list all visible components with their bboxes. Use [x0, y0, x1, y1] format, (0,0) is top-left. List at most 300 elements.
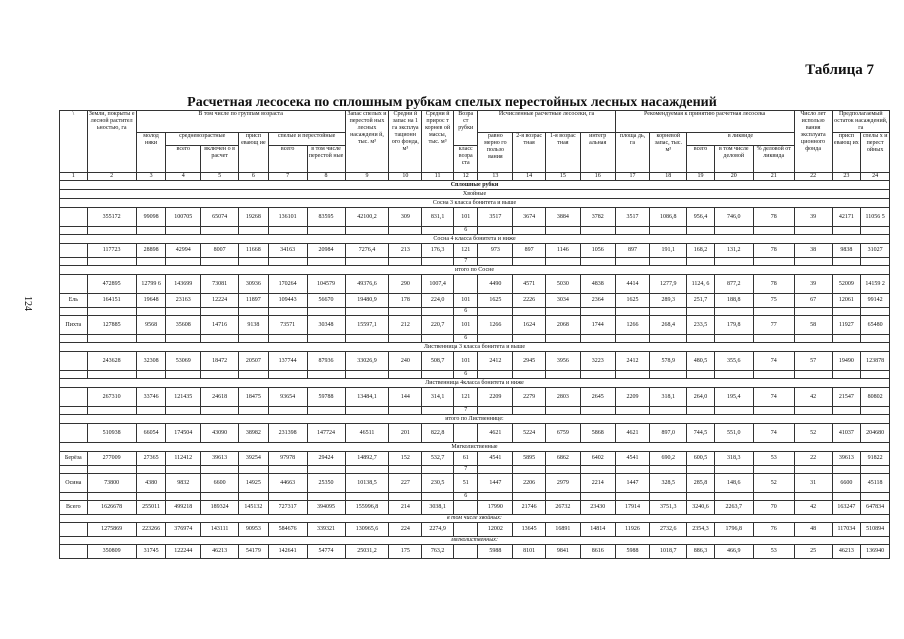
- age-class-cell: 6: [453, 227, 478, 235]
- table-cell: 39613: [832, 452, 861, 466]
- table-cell: 3034: [546, 294, 581, 308]
- age-class-cell: 6: [453, 493, 478, 501]
- header-cell: присп евающ их: [832, 133, 861, 173]
- empty-cell: [389, 466, 422, 474]
- empty-cell: [753, 227, 794, 235]
- row-label: [60, 424, 88, 443]
- table-cell: 38: [794, 244, 832, 258]
- section-row: [60, 443, 890, 452]
- empty-cell: [794, 371, 832, 379]
- column-number: 2: [87, 173, 136, 181]
- table-cell: 690,2: [650, 452, 687, 466]
- age-class-row: [60, 258, 890, 266]
- table-cell: 155996,8: [345, 501, 389, 515]
- table-cell: 14925: [239, 474, 269, 493]
- table-cell: 1277,9: [650, 275, 687, 294]
- empty-cell: [60, 407, 88, 415]
- table-cell: [453, 545, 478, 559]
- empty-cell: [268, 308, 307, 316]
- empty-cell: [87, 258, 136, 266]
- header-cell: % деловой от ликвида: [753, 146, 794, 173]
- empty-cell: [513, 335, 546, 343]
- empty-cell: [513, 258, 546, 266]
- age-class-row: [60, 371, 890, 379]
- table-cell: 131,2: [714, 244, 753, 258]
- table-cell: 24618: [201, 388, 239, 407]
- empty-cell: [650, 493, 687, 501]
- table-cell: 243628: [87, 352, 136, 371]
- table-cell: 1447: [478, 474, 513, 493]
- empty-cell: [422, 258, 454, 266]
- empty-cell: [166, 407, 201, 415]
- table-cell: 214: [389, 501, 422, 515]
- table-cell: 74: [753, 424, 794, 443]
- table-cell: 2364: [580, 294, 615, 308]
- header-cell: спелы х и перест ойных: [861, 133, 890, 173]
- empty-cell: [687, 258, 715, 266]
- empty-cell: [832, 335, 861, 343]
- header-cell: интегр альная: [580, 133, 615, 173]
- table-cell: 104579: [307, 275, 345, 294]
- empty-cell: [239, 308, 269, 316]
- header-cell: корневой запас, тыс. м³: [650, 133, 687, 173]
- empty-cell: [239, 227, 269, 235]
- section-row: [60, 343, 890, 352]
- row-label: [60, 208, 88, 227]
- table-cell: 3517: [478, 208, 513, 227]
- empty-cell: [753, 466, 794, 474]
- age-class-row: [60, 407, 890, 415]
- table-cell: 508,7: [422, 352, 454, 371]
- empty-cell: [239, 258, 269, 266]
- table-cell: 2945: [513, 352, 546, 371]
- empty-cell: [345, 308, 389, 316]
- table-cell: 956,4: [687, 208, 715, 227]
- empty-cell: [136, 407, 166, 415]
- row-label: [60, 244, 88, 258]
- table-cell: 61: [453, 452, 478, 466]
- empty-cell: [753, 371, 794, 379]
- empty-cell: [166, 371, 201, 379]
- empty-cell: [580, 335, 615, 343]
- empty-cell: [87, 308, 136, 316]
- header-cell: \: [60, 111, 88, 173]
- table-cell: 43090: [201, 424, 239, 443]
- table-cell: 355172: [87, 208, 136, 227]
- section-title: Сосна 3 класса бонитета и выше: [60, 199, 890, 208]
- empty-cell: [478, 258, 513, 266]
- empty-cell: [714, 308, 753, 316]
- table-cell: 3223: [580, 352, 615, 371]
- table-cell: 123878: [861, 352, 890, 371]
- empty-cell: [753, 308, 794, 316]
- empty-cell: [650, 466, 687, 474]
- table-cell: 3956: [546, 352, 581, 371]
- table-cell: 52: [753, 474, 794, 493]
- column-number: 3: [136, 173, 166, 181]
- empty-cell: [832, 371, 861, 379]
- empty-cell: [794, 493, 832, 501]
- section-title: итого по Сосне: [60, 266, 890, 275]
- table-cell: 73800: [87, 474, 136, 493]
- table-cell: 510938: [87, 424, 136, 443]
- column-number: 8: [307, 173, 345, 181]
- table-cell: 195,4: [714, 388, 753, 407]
- row-label: [60, 388, 88, 407]
- table-cell: 647834: [861, 501, 890, 515]
- table-cell: 170264: [268, 275, 307, 294]
- table-cell: 1124, 6: [687, 275, 715, 294]
- empty-cell: [794, 466, 832, 474]
- empty-cell: [201, 227, 239, 235]
- section-row: [60, 181, 890, 190]
- table-cell: 4838: [580, 275, 615, 294]
- column-number: 1: [60, 173, 88, 181]
- table-cell: 48: [794, 523, 832, 537]
- column-number: 6: [239, 173, 269, 181]
- empty-cell: [239, 407, 269, 415]
- table-cell: 41037: [832, 424, 861, 443]
- table-cell: 42994: [166, 244, 201, 258]
- empty-cell: [714, 335, 753, 343]
- column-number: 10: [389, 173, 422, 181]
- table-cell: 117034: [832, 523, 861, 537]
- empty-cell: [201, 466, 239, 474]
- table-cell: 93654: [268, 388, 307, 407]
- column-number: 20: [714, 173, 753, 181]
- table-cell: [453, 424, 478, 443]
- column-number: 13: [478, 173, 513, 181]
- empty-cell: [687, 335, 715, 343]
- row-label: [60, 275, 88, 294]
- table-cell: 3038,1: [422, 501, 454, 515]
- table-cell: 11668: [239, 244, 269, 258]
- table-cell: 99142: [861, 294, 890, 308]
- table-cell: 163247: [832, 501, 861, 515]
- table-cell: 230,5: [422, 474, 454, 493]
- table-cell: 32308: [136, 352, 166, 371]
- table-cell: 12002: [478, 523, 513, 537]
- empty-cell: [650, 335, 687, 343]
- table-cell: 30348: [307, 316, 345, 335]
- table-cell: 87936: [307, 352, 345, 371]
- column-number: 15: [546, 173, 581, 181]
- table-cell: 16891: [546, 523, 581, 537]
- table-cell: 91822: [861, 452, 890, 466]
- table-cell: 74: [753, 388, 794, 407]
- empty-cell: [345, 371, 389, 379]
- table-cell: 30936: [239, 275, 269, 294]
- table-cell: 97978: [268, 452, 307, 466]
- age-class-row: [60, 493, 890, 501]
- table-row: [60, 244, 890, 258]
- table-cell: 46213: [832, 545, 861, 559]
- table-cell: 74: [753, 352, 794, 371]
- row-label: [60, 545, 88, 559]
- table-cell: 42: [794, 388, 832, 407]
- empty-cell: [687, 407, 715, 415]
- section-row: [60, 379, 890, 388]
- table-cell: 59788: [307, 388, 345, 407]
- table-cell: 18475: [239, 388, 269, 407]
- table-cell: 20507: [239, 352, 269, 371]
- table-cell: 21547: [832, 388, 861, 407]
- table-cell: 285,8: [687, 474, 715, 493]
- table-cell: 76: [753, 523, 794, 537]
- header-cell: равно мерно го пользо вания: [478, 133, 513, 173]
- table-cell: 78: [753, 208, 794, 227]
- empty-cell: [546, 335, 581, 343]
- table-cell: 25350: [307, 474, 345, 493]
- empty-cell: [546, 493, 581, 501]
- table-cell: 831,1: [422, 208, 454, 227]
- table-cell: 42: [794, 501, 832, 515]
- table-cell: 973: [478, 244, 513, 258]
- empty-cell: [345, 335, 389, 343]
- table-cell: 472895: [87, 275, 136, 294]
- table-cell: 3517: [615, 208, 650, 227]
- table-cell: 99098: [136, 208, 166, 227]
- table-cell: 551,0: [714, 424, 753, 443]
- table-cell: 318,3: [714, 452, 753, 466]
- empty-cell: [345, 466, 389, 474]
- empty-cell: [422, 227, 454, 235]
- table-cell: 52: [794, 424, 832, 443]
- empty-cell: [753, 407, 794, 415]
- empty-cell: [136, 493, 166, 501]
- table-cell: 19648: [136, 294, 166, 308]
- table-cell: 9568: [136, 316, 166, 335]
- table-cell: 17914: [615, 501, 650, 515]
- table-cell: 174504: [166, 424, 201, 443]
- table-cell: 5895: [513, 452, 546, 466]
- empty-cell: [478, 407, 513, 415]
- section-row: [60, 235, 890, 244]
- empty-cell: [861, 335, 890, 343]
- table-cell: 77: [753, 316, 794, 335]
- header-cell: Средни й запас на 1 га эксплуа тационн ого фонда, м³: [389, 111, 422, 173]
- table-cell: 152: [389, 452, 422, 466]
- table-cell: 2263,7: [714, 501, 753, 515]
- empty-cell: [201, 493, 239, 501]
- table-cell: 376974: [166, 523, 201, 537]
- table-cell: 4414: [615, 275, 650, 294]
- section-row: [60, 199, 890, 208]
- table-cell: 251,7: [687, 294, 715, 308]
- empty-cell: [580, 227, 615, 235]
- empty-cell: [546, 371, 581, 379]
- empty-cell: [478, 227, 513, 235]
- table-cell: 109443: [268, 294, 307, 308]
- table-cell: 39254: [239, 452, 269, 466]
- column-number: 14: [513, 173, 546, 181]
- empty-cell: [87, 493, 136, 501]
- table-cell: 600,5: [687, 452, 715, 466]
- table-cell: 510894: [861, 523, 890, 537]
- empty-cell: [268, 227, 307, 235]
- section-title: в том числе хвойных:: [60, 515, 890, 523]
- table-cell: 148,6: [714, 474, 753, 493]
- empty-cell: [166, 335, 201, 343]
- column-number: 16: [580, 173, 615, 181]
- empty-cell: [268, 258, 307, 266]
- table-cell: 164151: [87, 294, 136, 308]
- empty-cell: [832, 466, 861, 474]
- empty-cell: [239, 493, 269, 501]
- table-cell: 176,3: [422, 244, 454, 258]
- table-cell: 2209: [478, 388, 513, 407]
- table-row: [60, 294, 890, 308]
- table-cell: 27365: [136, 452, 166, 466]
- table-cell: 121435: [166, 388, 201, 407]
- empty-cell: [389, 258, 422, 266]
- section-title: Сосна 4 класса бонитета и ниже: [60, 235, 890, 244]
- table-cell: 127885: [87, 316, 136, 335]
- table-cell: 142641: [268, 545, 307, 559]
- table-cell: 1266: [615, 316, 650, 335]
- table-cell: 1086,8: [650, 208, 687, 227]
- table-cell: 42171: [832, 208, 861, 227]
- empty-cell: [615, 371, 650, 379]
- row-label: [60, 352, 88, 371]
- empty-cell: [389, 407, 422, 415]
- table-cell: 80802: [861, 388, 890, 407]
- empty-cell: [650, 308, 687, 316]
- table-cell: 2214: [580, 474, 615, 493]
- empty-cell: [87, 407, 136, 415]
- table-cell: 14892,7: [345, 452, 389, 466]
- table-cell: 6600: [201, 474, 239, 493]
- header-cell: средневозрастные: [166, 133, 239, 146]
- empty-cell: [650, 227, 687, 235]
- table-cell: 121: [453, 244, 478, 258]
- table-cell: 44663: [268, 474, 307, 493]
- table-row: [60, 424, 890, 443]
- table-cell: 5988: [478, 545, 513, 559]
- table-cell: 175: [389, 545, 422, 559]
- empty-cell: [201, 407, 239, 415]
- empty-cell: [861, 227, 890, 235]
- table-cell: 6862: [546, 452, 581, 466]
- empty-cell: [546, 308, 581, 316]
- table-cell: 51: [453, 474, 478, 493]
- felling-table: [59, 110, 890, 559]
- table-cell: 5988: [615, 545, 650, 559]
- table-cell: 53: [753, 452, 794, 466]
- empty-cell: [389, 493, 422, 501]
- section-row: [60, 537, 890, 545]
- table-cell: 46511: [345, 424, 389, 443]
- table-cell: 877,2: [714, 275, 753, 294]
- table-cell: 897,0: [650, 424, 687, 443]
- table-number: Таблица 7: [805, 62, 874, 78]
- table-cell: 4621: [615, 424, 650, 443]
- table-cell: 231398: [268, 424, 307, 443]
- table-cell: 65074: [201, 208, 239, 227]
- table-cell: 13645: [513, 523, 546, 537]
- empty-cell: [478, 308, 513, 316]
- empty-cell: [832, 258, 861, 266]
- empty-cell: [307, 227, 345, 235]
- empty-cell: [166, 258, 201, 266]
- empty-cell: [345, 407, 389, 415]
- empty-cell: [389, 308, 422, 316]
- header-cell: Рекомендуемая к принятию расчетная лесосека: [615, 111, 794, 133]
- column-number: 12: [453, 173, 478, 181]
- table-cell: 39: [794, 208, 832, 227]
- table-cell: 11897: [239, 294, 269, 308]
- table-cell: 12224: [201, 294, 239, 308]
- empty-cell: [345, 227, 389, 235]
- empty-cell: [861, 466, 890, 474]
- table-cell: 101: [453, 316, 478, 335]
- table-cell: 112412: [166, 452, 201, 466]
- table-cell: 31: [794, 474, 832, 493]
- age-class-cell: 7: [453, 258, 478, 266]
- table-cell: 3751,3: [650, 501, 687, 515]
- document-title: Расчетная лесосека по сплошным рубкам спелых перестойных лесных насаждений: [187, 95, 717, 110]
- empty-cell: [753, 258, 794, 266]
- table-cell: 122244: [166, 545, 201, 559]
- row-label: Осина: [60, 474, 88, 493]
- column-number: 7: [268, 173, 307, 181]
- empty-cell: [615, 308, 650, 316]
- table-cell: 14716: [201, 316, 239, 335]
- table-cell: 224: [389, 523, 422, 537]
- table-cell: 309: [389, 208, 422, 227]
- empty-cell: [166, 466, 201, 474]
- table-cell: 578,9: [650, 352, 687, 371]
- table-row: [60, 474, 890, 493]
- age-class-cell: 6: [453, 308, 478, 316]
- table-cell: 4541: [615, 452, 650, 466]
- table-cell: 101: [453, 208, 478, 227]
- table-cell: 45118: [861, 474, 890, 493]
- table-cell: 10138,5: [345, 474, 389, 493]
- column-number: 22: [794, 173, 832, 181]
- header-cell: Предполагаемый остаток насаждений, га: [832, 111, 889, 133]
- empty-cell: [861, 308, 890, 316]
- empty-cell: [268, 493, 307, 501]
- empty-cell: [239, 466, 269, 474]
- age-class-cell: 6: [453, 335, 478, 343]
- empty-cell: [513, 227, 546, 235]
- table-cell: 5030: [546, 275, 581, 294]
- table-cell: 1146: [546, 244, 581, 258]
- table-cell: 264,0: [687, 388, 715, 407]
- empty-cell: [714, 371, 753, 379]
- section-row: [60, 515, 890, 523]
- table-cell: 822,8: [422, 424, 454, 443]
- table-cell: 101: [453, 352, 478, 371]
- table-cell: 2209: [615, 388, 650, 407]
- column-number: 17: [615, 173, 650, 181]
- table-row: [60, 275, 890, 294]
- empty-cell: [580, 308, 615, 316]
- header-cell: Земли, покрыты е лесной растител ьностью, га: [87, 111, 136, 173]
- table-cell: 1626678: [87, 501, 136, 515]
- table-cell: 11926: [615, 523, 650, 537]
- empty-cell: [60, 493, 88, 501]
- empty-cell: [60, 371, 88, 379]
- table-cell: 8007: [201, 244, 239, 258]
- table-cell: 12799 6: [136, 275, 166, 294]
- table-cell: 2274,9: [422, 523, 454, 537]
- empty-cell: [307, 335, 345, 343]
- column-number: 4: [166, 173, 201, 181]
- table-cell: 20984: [307, 244, 345, 258]
- empty-cell: [513, 407, 546, 415]
